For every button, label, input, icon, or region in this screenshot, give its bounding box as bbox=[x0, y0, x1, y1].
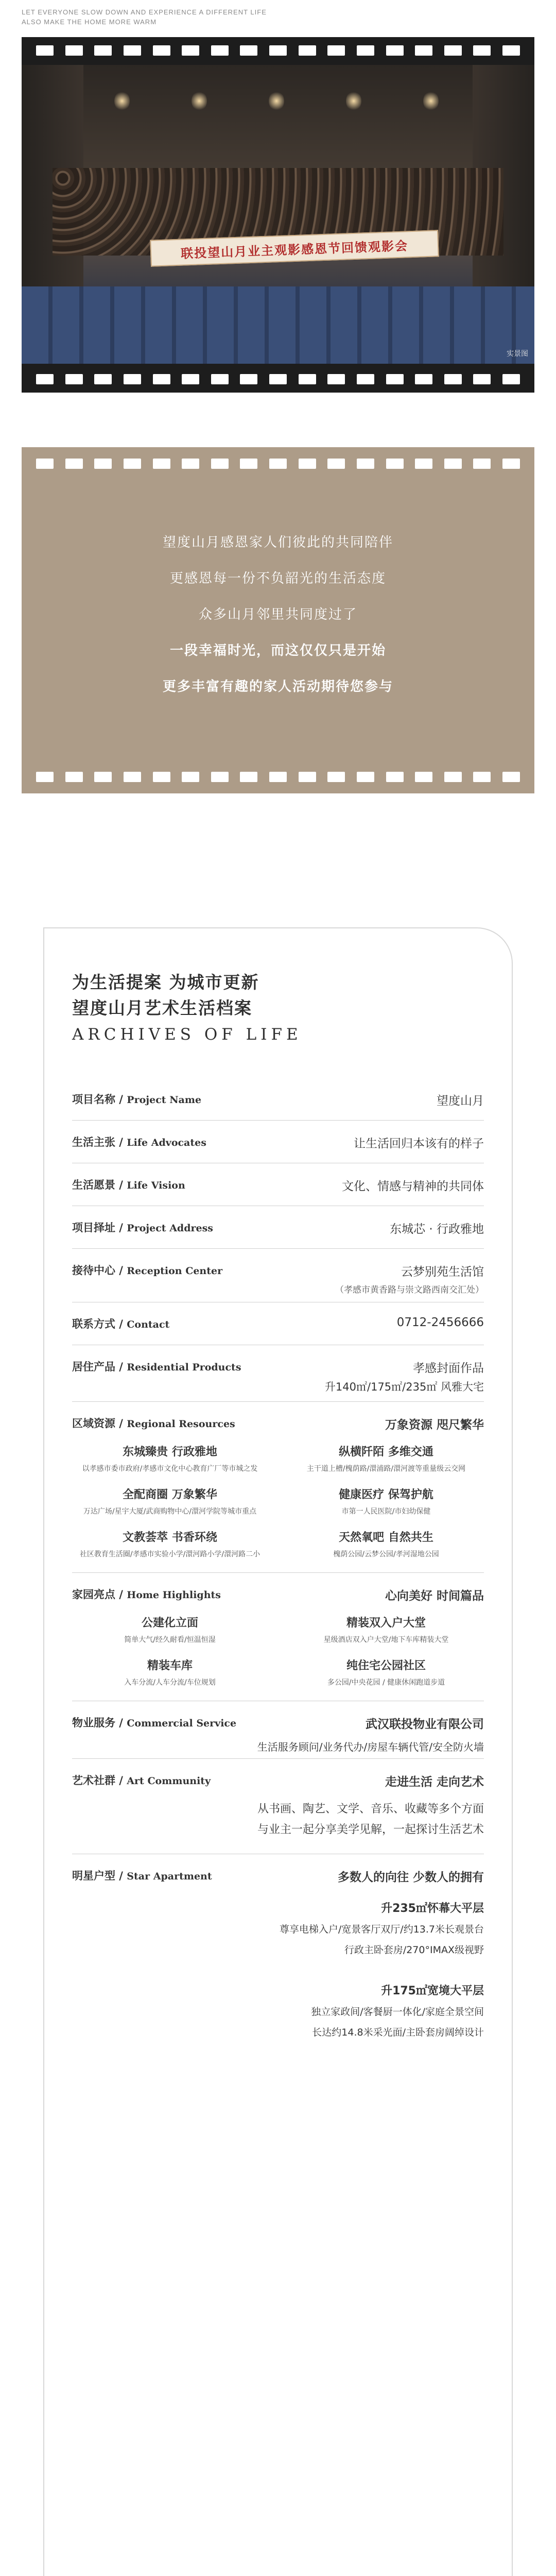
row-value: 云梦别苑生活馆 （孝感市黄香路与崇文路西南交汇处） bbox=[335, 1265, 484, 1295]
row-label: 项目择址 / Project Address bbox=[72, 1222, 213, 1234]
row-label: 接待中心 / Reception Center bbox=[72, 1264, 223, 1277]
card-title-2: 望度山月艺术生活档案 bbox=[72, 998, 252, 1018]
quote-line: 众多山月邻里共同度过了 bbox=[198, 607, 357, 622]
row-value: 万象资源 咫尺繁华 bbox=[385, 1418, 484, 1432]
top-caption bbox=[22, 7, 331, 27]
resource-item: 全配商圈 万象繁华 万达广场/星宇大厦/武商购物中心/澴河学院等城市重点 bbox=[83, 1488, 257, 1516]
photo-credit: 实景图 bbox=[507, 350, 528, 358]
resource-item: 文教荟萃 书香环绕 社区教育生活圈/孝感市实验小学/澴河路小学/澴河路二小 bbox=[79, 1531, 260, 1558]
row-star-apartment bbox=[72, 1854, 484, 2056]
highlight-item: 精装车库 入车分流/人车分流/车位规划 bbox=[124, 1659, 216, 1687]
quote-line: 一段幸福时光，而这仅仅只是开始 bbox=[169, 643, 386, 658]
card-title-en: ARCHIVES OF LIFE bbox=[72, 1025, 302, 1044]
art-description: 从书画、陶艺、文学、音乐、收藏等多个方面 与业主一起分享美学见解，一起探讨生活艺术 bbox=[257, 1803, 484, 1836]
quote-block bbox=[22, 524, 534, 705]
apartment-175: 升175㎡宽境大平层 独立家政间/客餐厨一体化/家庭全景空间 长达约14.8米采光面/主卧套房阔绰设计 bbox=[311, 1985, 484, 2038]
quote-line: 更多丰富有趣的家人活动期待您参与 bbox=[162, 679, 393, 694]
row-value: 多数人的向往 少数人的拥有 bbox=[337, 1871, 484, 1884]
row-sub: 生活服务顾问/业务代办/房屋车辆代管/安全防火墙 bbox=[257, 1741, 484, 1753]
resource-grid bbox=[72, 1443, 484, 1559]
film-sprockets-top bbox=[36, 459, 520, 469]
row-life-vision bbox=[72, 1163, 484, 1206]
row-label: 居住产品 / Residential Products bbox=[72, 1361, 241, 1373]
row-sub: 升140㎡/175㎡/235㎡ 风雅大宅 bbox=[324, 1381, 484, 1393]
row-home-highlights bbox=[72, 1573, 484, 1701]
film-sprockets-bottom bbox=[36, 374, 520, 384]
card-title-1: 为生活提案 为城市更新 bbox=[72, 972, 259, 992]
photo-film-strip bbox=[22, 37, 534, 393]
highlight-item: 精装双入户大堂 星级酒店双入户大堂/地下车库精装大堂 bbox=[323, 1617, 449, 1644]
film-sprockets-top bbox=[36, 45, 520, 56]
row-art-community bbox=[72, 1759, 484, 1854]
row-label: 物业服务 / Commercial Service bbox=[72, 1717, 237, 1729]
card-heading bbox=[72, 970, 302, 1044]
quote-line: 望度山月感恩家人们彼此的共同陪伴 bbox=[162, 535, 393, 550]
row-project-name bbox=[72, 1078, 484, 1121]
row-sub: （孝感市黄香路与崇文路西南交汇处） bbox=[335, 1285, 484, 1295]
row-value: 东城芯 · 行政雅地 bbox=[390, 1223, 484, 1236]
photo-banner-text: 联投望山月业主观影感恩节回馈观影会 bbox=[180, 238, 409, 261]
highlight-item: 纯住宅公园社区 多公园/中央花园 / 健康休闲跑道步道 bbox=[327, 1659, 445, 1687]
quote-film-strip bbox=[22, 447, 534, 793]
row-label: 家园亮点 / Home Highlights bbox=[72, 1588, 221, 1601]
film-sprockets-bottom bbox=[36, 772, 520, 782]
row-reception-center bbox=[72, 1249, 484, 1302]
top-caption-line-1: LET EVERYONE SLOW DOWN AND EXPERIENCE A DIFFERENT LIFE bbox=[22, 8, 267, 16]
row-life-advocates bbox=[72, 1121, 484, 1163]
apartment-235: 升235㎡怀幕大平层 尊享电梯入户/宽景客厅双厅/约13.7米长观景台 行政主卧套房/270°IMAX级视野 bbox=[279, 1902, 484, 1956]
row-value: 望度山月 bbox=[437, 1094, 484, 1108]
row-value: 心向美好 时间篇品 bbox=[385, 1589, 484, 1603]
row-value: 武汉联投物业有限公司 生活服务顾问/业务代办/房屋车辆代管/安全防火墙 bbox=[257, 1718, 484, 1753]
row-label: 明星户型 / Star Apartment bbox=[72, 1870, 212, 1882]
row-value: 让生活回归本该有的样子 bbox=[354, 1137, 484, 1150]
row-value: 孝感封面作品 升140㎡/175㎡/235㎡ 风雅大宅 bbox=[324, 1362, 484, 1393]
row-project-address bbox=[72, 1206, 484, 1249]
highlight-grid bbox=[72, 1614, 484, 1687]
quote-line: 更感恩每一份不负韶光的生活态度 bbox=[169, 571, 386, 586]
row-label: 区域资源 / Regional Resources bbox=[72, 1417, 235, 1430]
row-value: 文化、情感与精神的共同体 bbox=[342, 1180, 484, 1193]
row-label: 艺术社群 / Art Community bbox=[72, 1774, 211, 1787]
archive-rows bbox=[72, 1078, 484, 2056]
event-photo bbox=[22, 65, 534, 364]
row-regional-resources bbox=[72, 1402, 484, 1573]
row-commercial-service bbox=[72, 1701, 484, 1759]
row-label: 联系方式 / Contact bbox=[72, 1318, 170, 1330]
row-residential-products bbox=[72, 1345, 484, 1402]
row-label: 生活主张 / Life Advocates bbox=[72, 1136, 206, 1148]
top-caption-line-2: ALSO MAKE THE HOME MORE WARM bbox=[22, 18, 157, 26]
row-label: 项目名称 / Project Name bbox=[72, 1093, 202, 1106]
row-contact bbox=[72, 1302, 484, 1345]
contact-phone[interactable]: 0712-2456666 bbox=[396, 1316, 484, 1329]
resource-item: 天然氧吧 自然共生 槐荫公园/云梦公园/孝河湿地公园 bbox=[333, 1531, 439, 1558]
row-value: 走进生活 走向艺术 bbox=[385, 1775, 484, 1789]
archive-card bbox=[43, 927, 513, 2576]
resource-item: 东城臻贵 行政雅地 以孝感市委市政府/孝感市文化中心教育广厂等市城之发 bbox=[82, 1446, 258, 1473]
row-label: 生活愿景 / Life Vision bbox=[72, 1179, 185, 1191]
highlight-item: 公建化立面 简单大气/经久耐看/恒温恒湿 bbox=[124, 1617, 216, 1644]
resource-item: 纵横阡陌 多维交通 主干道上槽/槐荫路/澴浦路/澴河渡等重量级云交网 bbox=[306, 1446, 466, 1473]
resource-item: 健康医疗 保驾护航 市第一人民医院/市妇幼保健 bbox=[339, 1488, 433, 1516]
